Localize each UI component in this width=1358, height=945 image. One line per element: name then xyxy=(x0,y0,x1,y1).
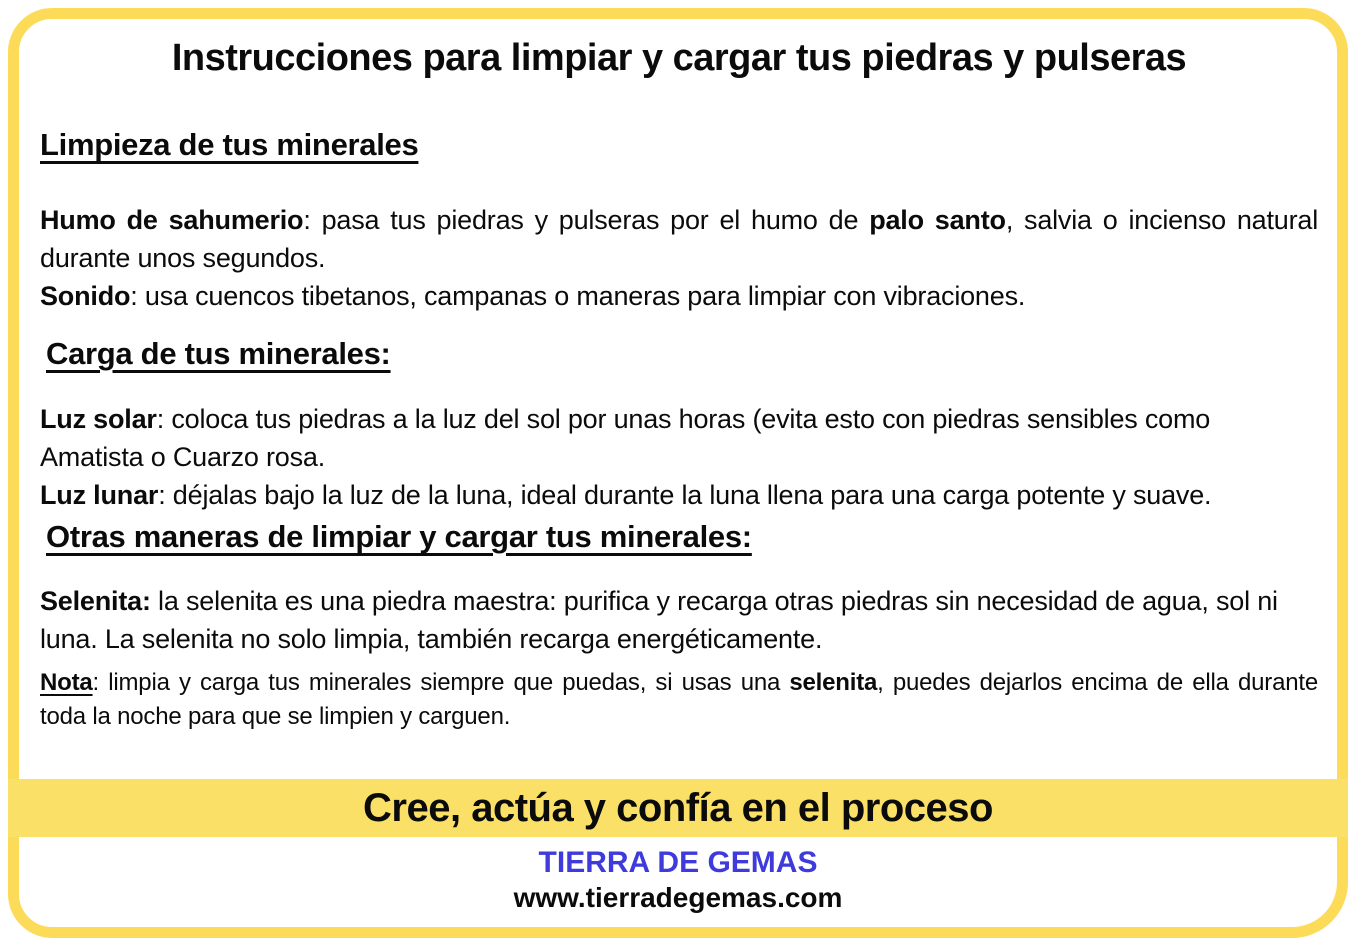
humo-text-2: , salvia o incienso natural durante unos segundos. xyxy=(40,205,1318,273)
nota-text-2: , puedes dejarlos encima de ella durante toda la noche para que se limpien y carguen. xyxy=(40,669,1318,730)
nota-term: Nota xyxy=(40,669,93,696)
heading-limpieza: Limpieza de tus minerales xyxy=(40,127,419,162)
brand-logo: TIERRA DE GEMAS xyxy=(538,846,818,879)
paragraph-humo xyxy=(40,201,1318,277)
section-limpieza-body xyxy=(40,201,1318,315)
luz-solar-text: : coloca tus piedras a la luz del sol por unas horas (evita esto con piedras sensibles como Amatista o Cuarzo rosa. xyxy=(40,404,1211,472)
section-carga-body xyxy=(40,400,1318,514)
humo-highlight: palo santo xyxy=(869,205,1006,235)
selenita-term: Selenita: xyxy=(40,586,151,616)
footer xyxy=(8,846,1348,913)
luz-lunar-term: Luz lunar xyxy=(40,480,159,510)
heading-carga: Carga de tus minerales: xyxy=(46,336,391,371)
nota-highlight: selenita xyxy=(789,669,878,696)
nota-text-1: : limpia y carga tus minerales siempre que puedas, si usas una xyxy=(92,669,790,696)
motto-banner xyxy=(8,779,1348,837)
paragraph-nota xyxy=(40,666,1318,734)
sonido-term: Sonido xyxy=(40,281,131,311)
section-otras-body xyxy=(40,582,1318,658)
page-title: Instrucciones para limpiar y cargar tus piedras y pulseras xyxy=(171,37,1187,79)
paragraph-selenita xyxy=(40,582,1318,658)
website-url: www.tierradegemas.com xyxy=(513,882,843,913)
instruction-card xyxy=(8,8,1348,938)
humo-text-1: : pasa tus piedras y pulseras por el humo de xyxy=(303,205,870,235)
selenita-text: la selenita es una piedra maestra: purifica y recarga otras piedras sin necesidad de agua, sol ni luna. La selenita no solo limpia, también recarga energéticamente. xyxy=(40,586,1278,654)
paragraph-luz-lunar xyxy=(40,476,1318,514)
luz-solar-term: Luz solar xyxy=(40,404,157,434)
luz-lunar-text: : déjalas bajo la luz de la luna, ideal durante la luna llena para una carga potente y suave. xyxy=(158,480,1212,510)
heading-otras: Otras maneras de limpiar y cargar tus minerales: xyxy=(46,519,752,554)
motto-text: Cree, actúa y confía en el proceso xyxy=(363,786,993,830)
paragraph-sonido xyxy=(40,277,1318,315)
sonido-text: : usa cuencos tibetanos, campanas o maneras para limpiar con vibraciones. xyxy=(130,281,1026,311)
humo-term: Humo de sahumerio xyxy=(40,205,304,235)
paragraph-luz-solar xyxy=(40,400,1318,476)
card-content xyxy=(40,8,1318,734)
